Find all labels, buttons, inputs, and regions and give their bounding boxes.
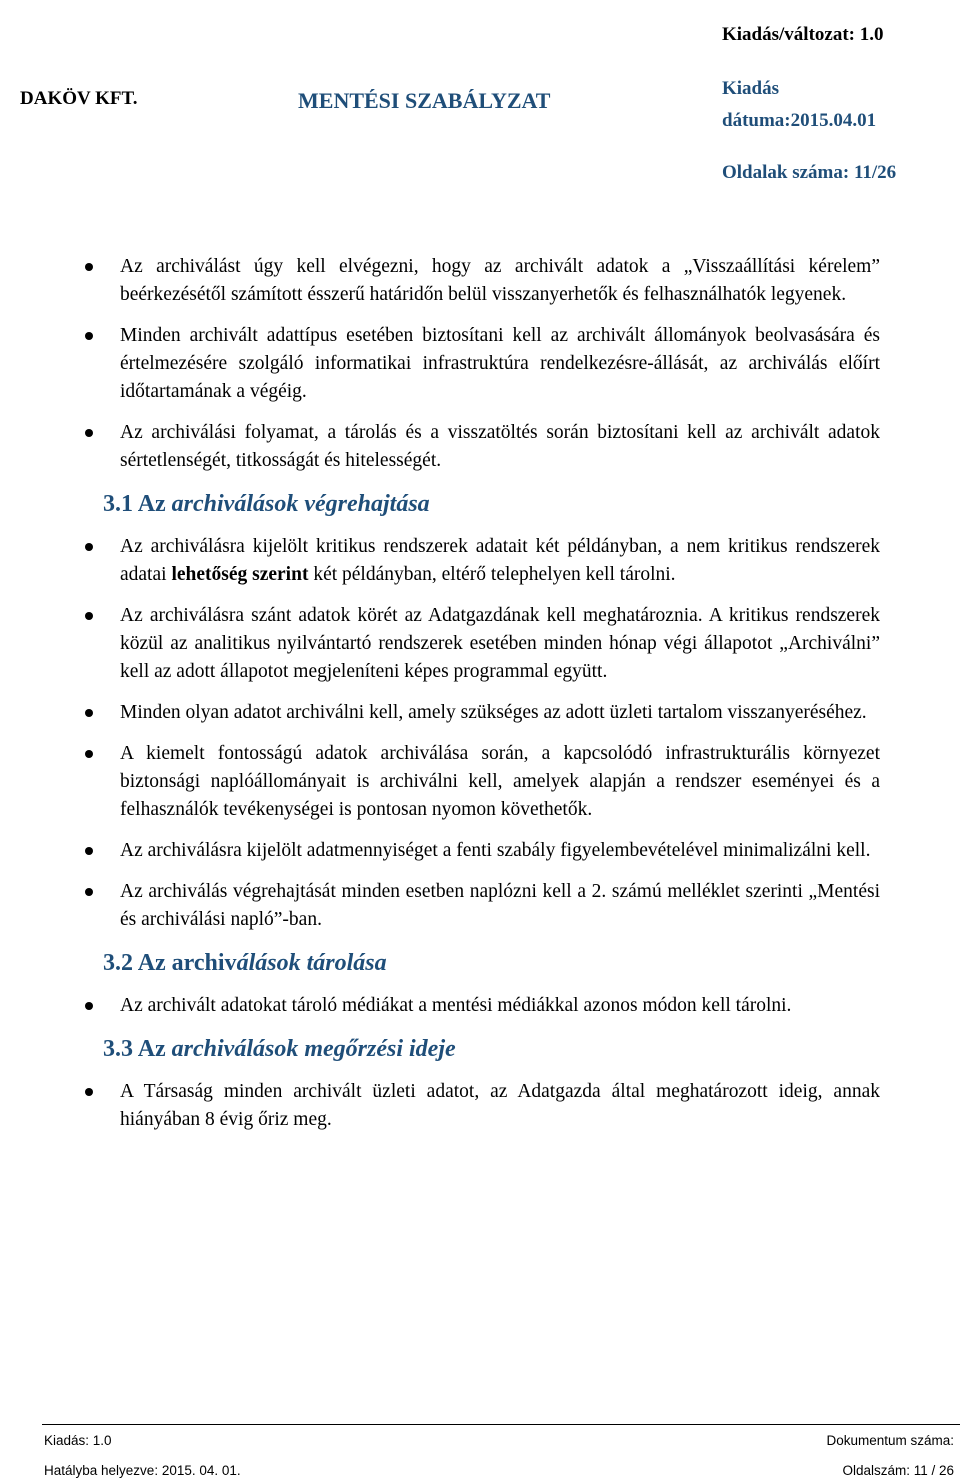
list-item [84, 322, 880, 406]
list-item-text: A kiemelt fontosságú adatok archiválása során, a kapcsolódó infrastrukturális környezet biztonsági naplóállományait is archiválni kell, amelyek alapján a rendszer eseményei és a felhasználók tevékenységei is pontosan nyomon követhetők. [120, 743, 880, 820]
list-item [84, 878, 880, 934]
list-item-text: Az archiválásra szánt adatok körét az Adatgazdának kell meghatároznia. A kritikus rendszerek közül az analitikus nyilvántartó rendszerek esetében minden hónap végi állapotot „Archiválni” kell az adott állapotot megjeleníteni képes programmal együtt. [120, 605, 880, 682]
section-title-plain: Az archiv [137, 950, 237, 976]
bullet-icon [85, 709, 93, 717]
section-number: 3.2 [103, 950, 133, 976]
list-item-text-bold: lehetőség szerint [171, 564, 309, 585]
section-number: 3.1 [103, 491, 133, 517]
section-number: 3.3 [103, 1036, 133, 1062]
list-item [84, 740, 880, 824]
list-item-text-before: Az archiválásra kijelölt kritikus rendszerek adatait két példányban, a nem kritikus rendszerek adatai [120, 536, 880, 585]
bullet-icon [85, 543, 93, 551]
header-version: Kiadás/változat: 1.0 [722, 24, 884, 45]
list-item-text: Az archivált adatokat tároló médiákat a mentési médiákkal azonos módon kell tárolni. [120, 995, 792, 1016]
list-item-text: Minden archivált adattípus esetében biztosítani kell az archivált állományok beolvasására és értelmezésére szolgáló informatikai infrastruktúra rendelkezésre-állását, az archiválás előírt időtartamának a végéig. [120, 325, 880, 402]
list-item [84, 837, 880, 865]
list-item [84, 602, 880, 686]
section-heading-3-2 [103, 948, 880, 978]
document-body [84, 253, 880, 1147]
bullet-icon [85, 612, 93, 620]
section-heading-3-1 [103, 489, 880, 519]
list-item [84, 533, 880, 589]
footer-edition: Kiadás: 1.0 [44, 1433, 112, 1448]
header-doc-title: MENTÉSI SZABÁLYZAT [298, 88, 551, 113]
section-title-plain: Az [137, 1036, 166, 1062]
list-item-text-after: két példányban, eltérő telephelyen kell tárolni. [308, 564, 676, 585]
section-title-plain: Az [137, 491, 166, 517]
header-issue-date: dátuma:2015.04.01 [722, 110, 877, 131]
section-heading-3-3 [103, 1034, 880, 1064]
footer-doc-number-label: Dokumentum száma: [826, 1433, 954, 1448]
footer-effective-date: Hatályba helyezve: 2015. 04. 01. [44, 1463, 241, 1478]
header-pages: Oldalak száma: 11/26 [722, 162, 897, 183]
header-company: DAKÖV KFT. [20, 88, 138, 109]
bullet-icon [85, 263, 93, 271]
list-item [84, 1078, 880, 1134]
list-item [84, 419, 880, 475]
list-item-text: Minden olyan adatot archiválni kell, amely szükséges az adott üzleti tartalom visszanyeréséhez. [120, 702, 867, 723]
list-item [84, 253, 880, 309]
header-issue-label: Kiadás [722, 78, 780, 99]
list-item-text: A Társaság minden archivált üzleti adatot, az Adatgazda által meghatározott ideig, annak hiányában 8 évig őriz meg. [120, 1081, 880, 1130]
bullet-icon [85, 1088, 93, 1096]
footer-page-number: Oldalszám: 11 / 26 [842, 1463, 954, 1478]
list-item-text: Az archiválás végrehajtását minden esetben naplózni kell a 2. számú melléklet szerinti „Mentési és archiválási napló”-ban. [120, 881, 880, 930]
list-item [84, 992, 880, 1020]
list-item-text: Az archiválásra kijelölt adatmennyiséget a fenti szabály figyelembevételével minimalizálni kell. [120, 840, 871, 861]
bullet-icon [85, 1002, 93, 1010]
list-item-text: Az archiválási folyamat, a tárolás és a visszatöltés során biztosítani kell az archivált adatok sértetlenségét, titkosságát és hitelességét. [120, 422, 880, 471]
footer-divider [42, 1424, 960, 1425]
section-title-italic: archiválások végrehajtása [171, 491, 430, 517]
bullet-icon [85, 888, 93, 896]
list-item [84, 699, 880, 727]
bullet-icon [85, 332, 93, 340]
bullet-icon [85, 847, 93, 855]
bullet-icon [85, 750, 93, 758]
bullet-icon [85, 429, 93, 437]
list-item-text: Az archiválást úgy kell elvégezni, hogy az archivált adatok a „Visszaállítási kérelem” beérkezésétől számított ésszerű határidőn belül visszanyerhetők és felhasználhatók legyenek. [120, 256, 880, 305]
section-title-italic: álások tárolása [236, 950, 387, 976]
section-title-italic: archiválások megőrzési ideje [171, 1036, 456, 1062]
